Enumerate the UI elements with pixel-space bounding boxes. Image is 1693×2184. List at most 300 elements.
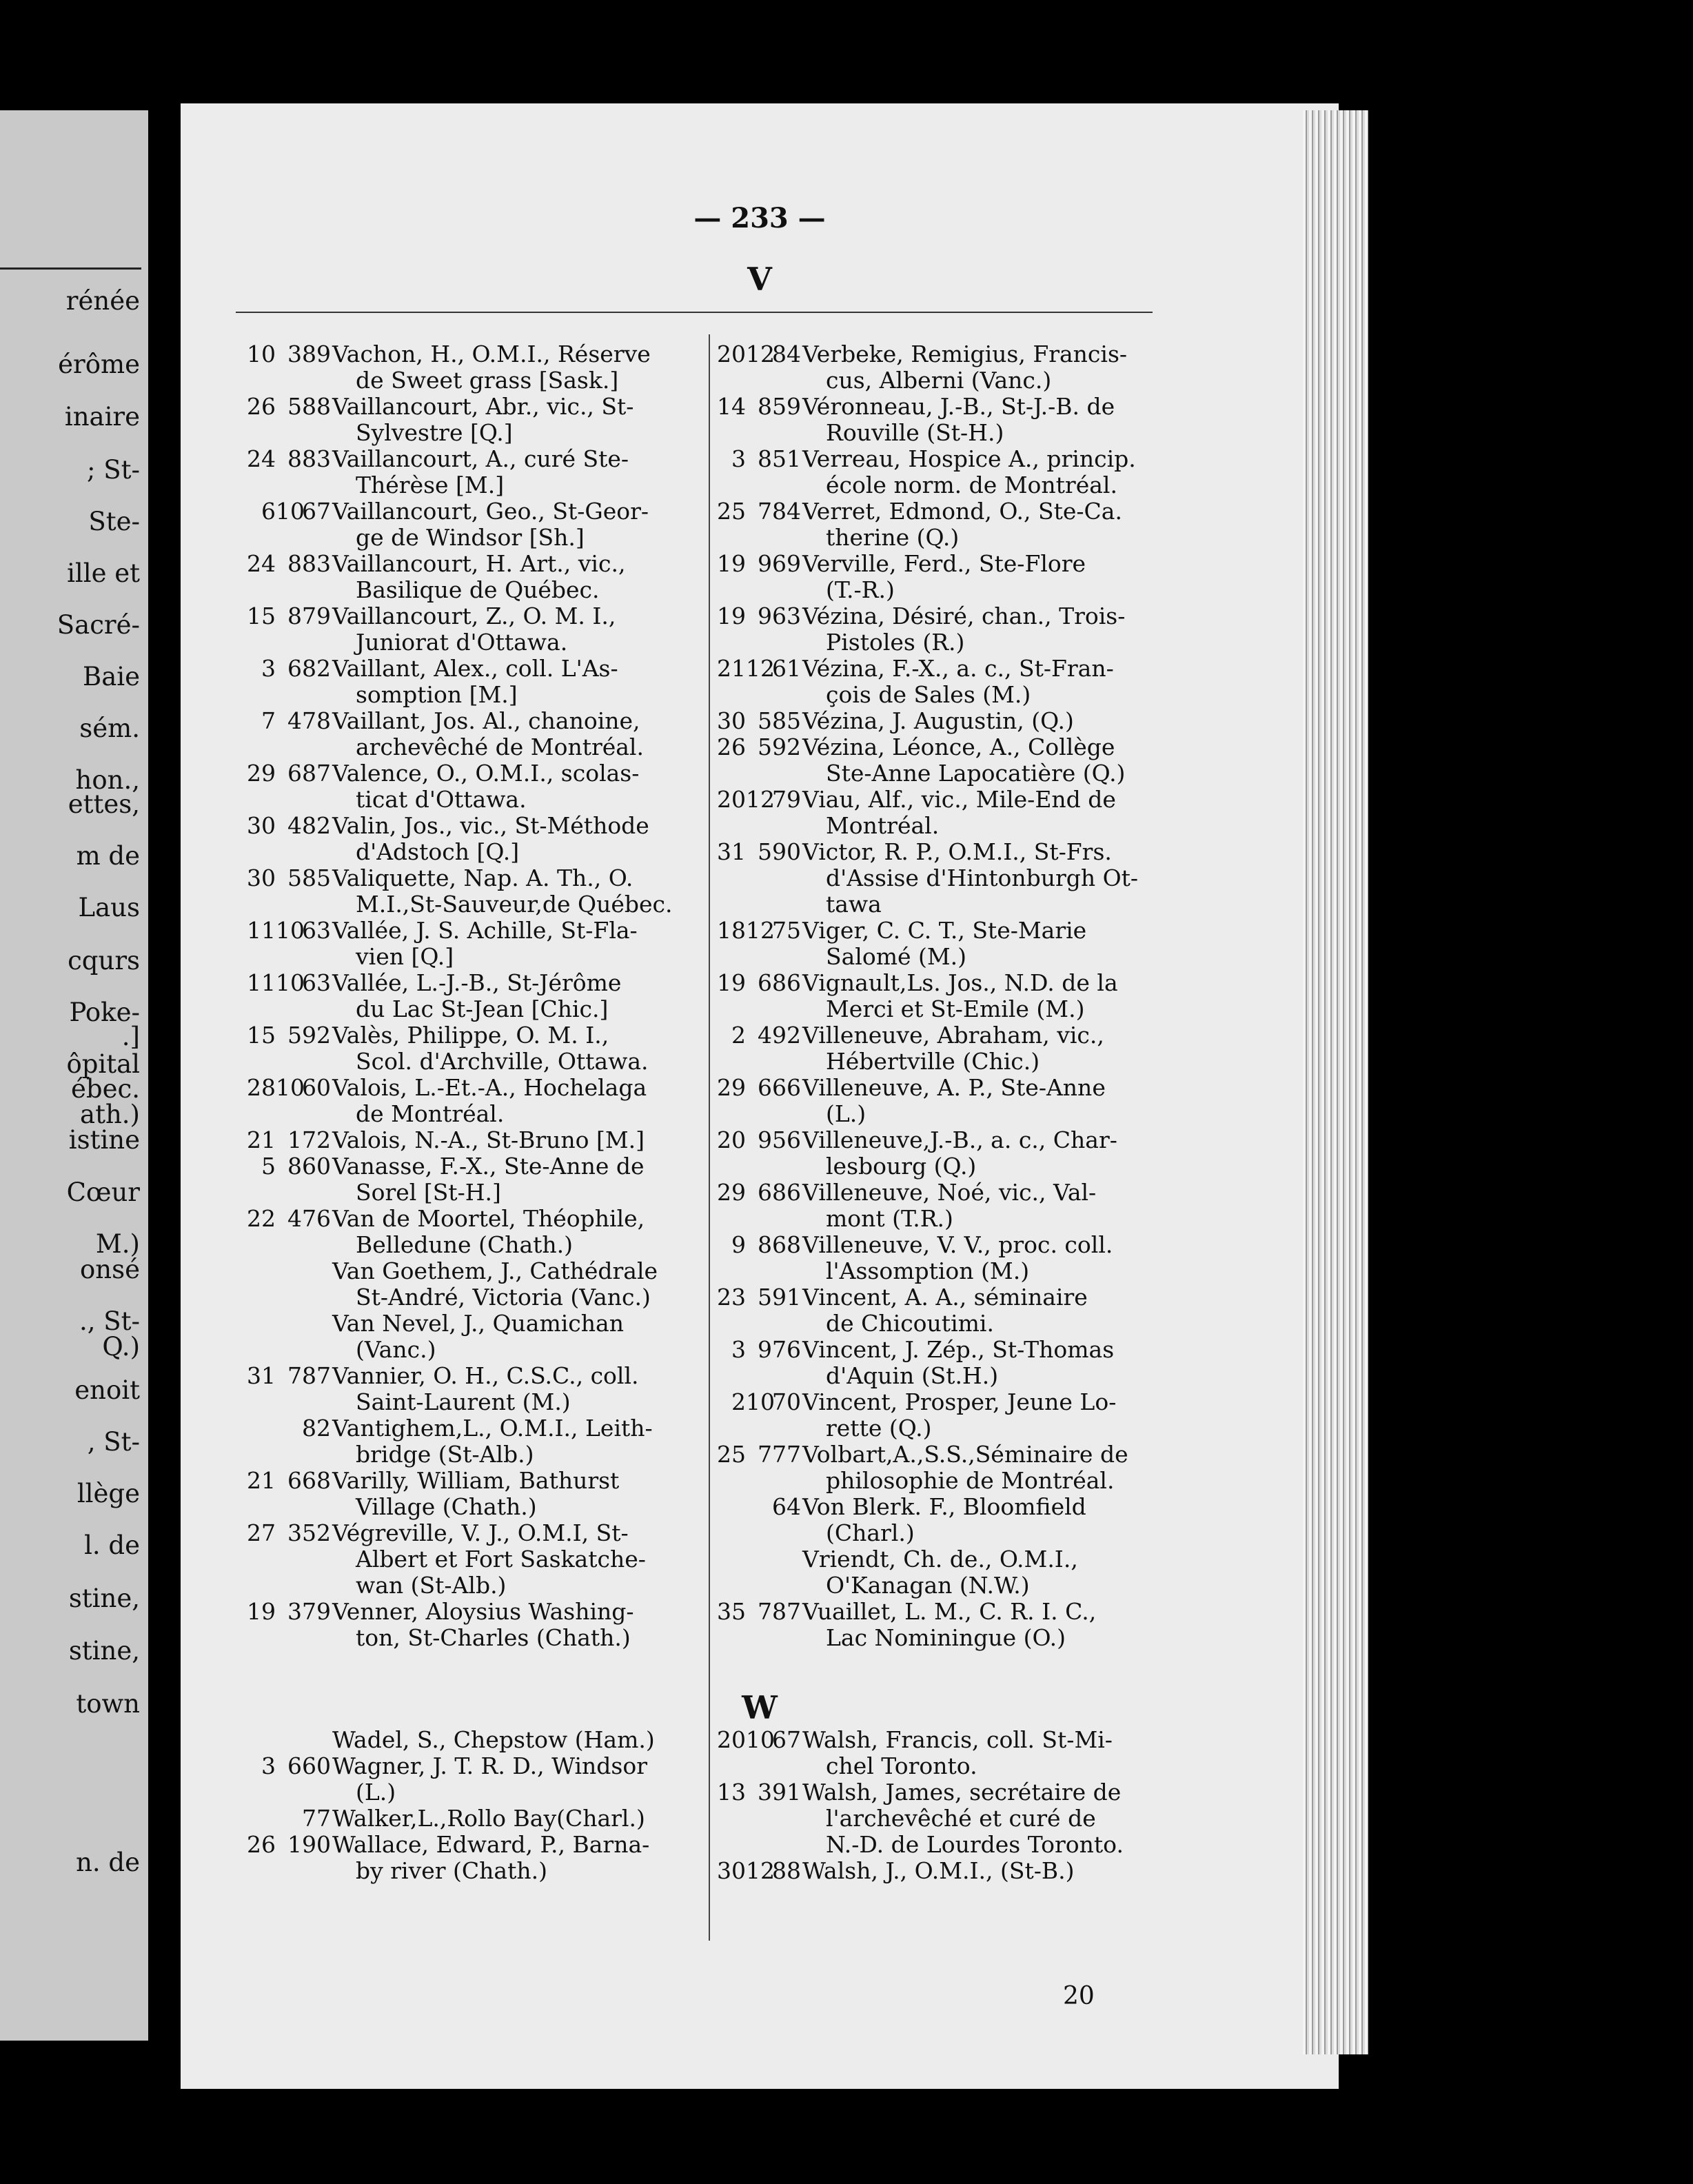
directory-entry — [711, 603, 1187, 656]
entry-text — [798, 394, 1187, 446]
directory-entry — [241, 1832, 717, 1884]
directory-entry — [711, 341, 1187, 394]
entry-month: 1 — [287, 1831, 302, 1858]
entry-text — [328, 446, 717, 498]
entry-month: 10 — [746, 1726, 775, 1753]
entry-year: 82 — [302, 655, 331, 682]
entry-name-line: Walsh, Francis, coll. St-Mi- — [802, 1726, 1113, 1753]
entry-name-line: Vaillant, Alex., coll. L'As- — [332, 655, 618, 682]
entry-text — [328, 1311, 717, 1363]
entry-continuation-line: by river (Chath.) — [356, 1857, 547, 1884]
directory-entry — [711, 1284, 1187, 1337]
entry-continuation-line: Saint-Laurent (M.) — [356, 1388, 571, 1415]
entry-name-line: Wadel, S., Chepstow (Ham.) — [332, 1726, 655, 1753]
entry-text — [798, 1022, 1187, 1075]
entry-continuation-line: lesbourg (Q.) — [826, 1153, 977, 1180]
entry-month: 8 — [758, 1231, 772, 1258]
directory-entry — [711, 498, 1187, 551]
entry-text — [798, 1075, 1187, 1127]
entry-name-line: Vincent, J. Zép., St-Thomas — [802, 1336, 1115, 1363]
entry-year: 76 — [772, 1336, 801, 1363]
entry-continuation-line: l'Assomption (M.) — [826, 1257, 1030, 1284]
entry-text — [328, 1127, 717, 1153]
entry-name-line: Vincent, Prosper, Jeune Lo- — [802, 1388, 1117, 1415]
entry-day: 21 — [247, 1126, 276, 1153]
entry-year: 92 — [302, 1022, 331, 1049]
entry-day: 20 — [717, 786, 746, 813]
entry-name-line: Vriendt, Ch. de., O.M.I., — [802, 1546, 1078, 1573]
directory-entry — [241, 498, 717, 551]
entry-year: 52 — [302, 1519, 331, 1546]
directory-entry — [711, 1494, 1187, 1546]
entry-day: 24 — [247, 445, 276, 472]
entry-day: 6 — [261, 498, 276, 525]
entry-continuation-line: Basilique de Québec. — [356, 576, 600, 603]
directory-entry — [241, 1258, 717, 1311]
left-margin-line: Laus — [78, 893, 140, 922]
entry-text — [798, 1389, 1187, 1442]
entry-day: 29 — [717, 1074, 746, 1101]
entry-name-line: Vaillancourt, Geo., St-Geor- — [332, 498, 649, 525]
entry-day: 3 — [261, 1752, 276, 1779]
entry-text — [798, 656, 1187, 708]
entry-continuation-line: école norm. de Montréal. — [826, 472, 1117, 498]
entry-year: 69 — [772, 550, 801, 577]
entry-day: 28 — [247, 1074, 276, 1101]
entry-month: 5 — [287, 1022, 302, 1049]
entry-month: 6 — [287, 1752, 302, 1779]
entry-month: 5 — [758, 838, 772, 865]
entry-day: 19 — [717, 550, 746, 577]
entry-year: 63 — [302, 969, 331, 996]
entry-day: 24 — [247, 550, 276, 577]
directory-entry — [241, 551, 717, 603]
entry-day: 14 — [717, 393, 746, 420]
directory-entry — [711, 1337, 1187, 1389]
entry-month: 4 — [287, 1205, 302, 1232]
entry-month — [746, 1494, 772, 1546]
entry-continuation-line: d'Assise d'Hintonburgh Ot- — [826, 865, 1139, 891]
entry-month — [276, 1727, 302, 1753]
entry-month: 5 — [758, 734, 772, 760]
entry-text — [798, 498, 1187, 551]
entry-year: 92 — [772, 1022, 801, 1049]
entry-text — [328, 970, 717, 1022]
section-letter-w: W — [742, 1689, 778, 1726]
entry-day: 18 — [717, 917, 746, 944]
entry-continuation-line: Montréal. — [826, 812, 940, 839]
directory-entry — [711, 394, 1187, 446]
entry-day — [241, 1258, 276, 1311]
left-margin-line: n. de — [76, 1848, 140, 1877]
entry-year: 91 — [772, 1284, 801, 1311]
entry-year: 82 — [302, 812, 331, 839]
entry-text — [328, 1806, 717, 1832]
directory-entry — [241, 760, 717, 813]
directory-entry — [241, 1206, 717, 1258]
entry-day — [711, 1494, 746, 1546]
left-margin-line: rénée — [65, 286, 140, 316]
entry-month: 4 — [287, 812, 302, 839]
directory-entry — [241, 394, 717, 446]
entry-year: 77 — [302, 1805, 331, 1832]
entry-day: 20 — [717, 341, 746, 367]
left-margin-line: ath.) — [80, 1100, 140, 1129]
entry-name-line: Valès, Philippe, O. M. I., — [332, 1022, 609, 1049]
column-w-right — [711, 1727, 1187, 1884]
directory-entry — [711, 734, 1187, 787]
entry-month: 3 — [758, 1779, 772, 1806]
entry-day: 13 — [717, 1779, 746, 1806]
entry-name-line: Vanasse, F.-X., Ste-Anne de — [332, 1153, 645, 1180]
entry-year: 63 — [302, 917, 331, 944]
entry-text — [328, 656, 717, 708]
column-v-left — [241, 341, 717, 1651]
entry-continuation-line: Thérèse [M.] — [356, 472, 505, 498]
entry-month: 6 — [287, 760, 302, 787]
entry-day: 35 — [717, 1598, 746, 1625]
entry-year: 60 — [302, 1153, 331, 1180]
entry-continuation-line: (L.) — [356, 1779, 396, 1806]
entry-continuation-line: de Montréal. — [356, 1100, 505, 1127]
entry-year — [302, 1311, 328, 1363]
entry-continuation-line: Belledune (Chath.) — [356, 1231, 573, 1258]
entry-day: 15 — [247, 1022, 276, 1049]
entry-month: 3 — [287, 341, 302, 367]
entry-continuation-line: St-André, Victoria (Vanc.) — [356, 1284, 651, 1311]
entry-continuation-line: d'Adstoch [Q.] — [356, 838, 520, 865]
entry-text — [798, 1232, 1187, 1284]
book-page-edges — [1303, 110, 1368, 2054]
left-margin-line: ettes, — [68, 789, 140, 819]
entry-text — [328, 1022, 717, 1075]
directory-entry — [711, 656, 1187, 708]
entry-text — [328, 1075, 717, 1127]
left-margin-line: ôpital — [66, 1049, 140, 1079]
entry-day: 29 — [717, 1179, 746, 1206]
entry-name-line: Von Blerk. F., Bloomfield — [802, 1493, 1086, 1520]
entry-text — [328, 551, 717, 603]
entry-month: 12 — [746, 341, 775, 367]
entry-day: 30 — [717, 1857, 746, 1884]
entry-text — [798, 918, 1187, 970]
entry-text — [328, 603, 717, 656]
page-number: — 233 — — [693, 202, 826, 234]
entry-continuation-line: (Vanc.) — [356, 1336, 436, 1363]
entry-name-line: Vuaillet, L. M., C. R. I. C., — [802, 1598, 1097, 1625]
entry-text — [328, 1599, 717, 1651]
directory-entry — [241, 603, 717, 656]
entry-text — [328, 1468, 717, 1520]
entry-name-line: Van Goethem, J., Cathédrale — [332, 1257, 658, 1284]
left-margin-line: Cœur — [66, 1177, 140, 1207]
entry-month: 10 — [276, 917, 305, 944]
entry-continuation-line: Sorel [St-H.] — [356, 1179, 501, 1206]
entry-year: 87 — [302, 760, 331, 787]
entry-continuation-line: Village (Chath.) — [356, 1493, 537, 1520]
entry-month: 8 — [287, 603, 302, 629]
entry-month: 1 — [287, 1126, 302, 1153]
entry-text — [328, 1727, 717, 1753]
entry-month: 9 — [758, 603, 772, 629]
left-page-rule — [0, 267, 141, 270]
entry-text — [798, 1779, 1187, 1858]
entry-name-line: Véronneau, J.-B., St-J.-B. de — [802, 393, 1115, 420]
entry-month: 4 — [287, 707, 302, 734]
entry-continuation-line: de Sweet grass [Sask.] — [356, 367, 619, 394]
entry-name-line: Walsh, James, secrétaire de — [802, 1779, 1122, 1806]
entry-year: 76 — [302, 1205, 331, 1232]
entry-year: 88 — [302, 393, 331, 420]
entry-month: 7 — [287, 1362, 302, 1389]
header-rule — [236, 312, 1153, 313]
directory-entry — [711, 1022, 1187, 1075]
entry-year: 72 — [302, 1126, 331, 1153]
entry-month: 7 — [758, 1598, 772, 1625]
entry-day: 31 — [717, 838, 746, 865]
left-margin-line: , St- — [87, 1427, 140, 1457]
entry-day: 26 — [247, 393, 276, 420]
entry-text — [328, 813, 717, 865]
entry-text — [328, 498, 717, 551]
entry-continuation-line: philosophie de Montréal. — [826, 1467, 1115, 1494]
directory-entry — [711, 1180, 1187, 1232]
entry-month: 9 — [758, 1336, 772, 1363]
left-margin-line: érôme — [58, 350, 140, 379]
entry-name-line: Varilly, William, Bathurst — [332, 1467, 620, 1494]
entry-text — [328, 865, 717, 918]
entry-month: 8 — [287, 445, 302, 472]
entry-text — [798, 970, 1187, 1022]
directory-entry — [711, 708, 1187, 734]
entry-continuation-line: Juniorat d'Ottawa. — [356, 629, 568, 656]
left-margin-line: .] — [121, 1022, 140, 1051]
entry-name-line: Walsh, J., O.M.I., (St-B.) — [802, 1857, 1075, 1884]
entry-year: 86 — [772, 969, 801, 996]
entry-year: 60 — [302, 1074, 331, 1101]
column-v-right — [711, 341, 1187, 1651]
left-margin-line: hon., — [75, 765, 140, 795]
entry-month — [276, 1806, 302, 1832]
entry-text — [328, 1520, 717, 1599]
entry-day: 21 — [247, 1467, 276, 1494]
entry-text — [328, 341, 717, 394]
entry-year: 66 — [772, 1074, 801, 1101]
directory-entry — [711, 1075, 1187, 1127]
entry-day: 20 — [717, 1126, 746, 1153]
entry-name-line: Van Nevel, J., Quamichan — [332, 1310, 624, 1337]
entry-month — [746, 1546, 772, 1599]
left-margin-line: ébec. — [71, 1074, 140, 1104]
entry-name-line: Vallée, L.-J.-B., St-Jérôme — [332, 969, 622, 996]
entry-month: 4 — [758, 1022, 772, 1049]
entry-month: 7 — [758, 498, 772, 525]
entry-name-line: Victor, R. P., O.M.I., St-Frs. — [802, 838, 1112, 865]
entry-text — [798, 1442, 1187, 1494]
entry-name-line: Villeneuve,J.-B., a. c., Char- — [802, 1126, 1117, 1153]
entry-day: 3 — [731, 445, 746, 472]
directory-entry — [711, 446, 1187, 498]
directory-entry — [711, 787, 1187, 839]
entry-month: 5 — [287, 393, 302, 420]
entry-name-line: Viger, C. C. T., Ste-Marie — [802, 917, 1087, 944]
entry-text — [328, 394, 717, 446]
column-w-left — [241, 1727, 717, 1884]
entry-text — [798, 446, 1187, 498]
directory-entry — [711, 1779, 1187, 1858]
entry-month: 10 — [276, 1074, 305, 1101]
left-margin-line: cqurs — [68, 946, 140, 975]
entry-continuation-line: Albert et Fort Saskatche- — [356, 1546, 646, 1573]
entry-month: 6 — [758, 1179, 772, 1206]
left-margin-line: town — [76, 1689, 140, 1719]
directory-entry — [241, 918, 717, 970]
entry-continuation-line: (Charl.) — [826, 1519, 915, 1546]
left-margin-line: Baie — [83, 662, 140, 691]
entry-day: 19 — [717, 603, 746, 629]
entry-text — [328, 1832, 717, 1884]
entry-name-line: Verbeke, Remigius, Francis- — [802, 341, 1128, 367]
entry-day: 30 — [717, 707, 746, 734]
entry-month: 10 — [746, 1388, 775, 1415]
entry-day: 22 — [247, 1205, 276, 1232]
entry-continuation-line: vien [Q.] — [356, 943, 454, 970]
directory-entry — [241, 1127, 717, 1153]
entry-name-line: Vézina, Désiré, chan., Trois- — [802, 603, 1126, 629]
entry-month — [276, 1415, 302, 1468]
entry-month: 10 — [276, 969, 305, 996]
entry-continuation-line: chel Toronto. — [826, 1752, 977, 1779]
left-page-fragment — [0, 110, 148, 2041]
entry-continuation-line: Hébertville (Chic.) — [826, 1048, 1040, 1075]
entry-month: 8 — [758, 445, 772, 472]
directory-entry — [711, 918, 1187, 970]
entry-month — [276, 1258, 302, 1311]
entry-name-line: Verret, Edmond, O., Ste-Ca. — [802, 498, 1122, 525]
entry-year: 83 — [302, 445, 331, 472]
entry-text — [798, 734, 1187, 787]
entry-continuation-line: l'archevêché et curé de — [826, 1805, 1096, 1832]
entry-day: 2 — [731, 1388, 746, 1415]
entry-month: 5 — [758, 707, 772, 734]
directory-entry — [241, 341, 717, 394]
entry-day — [241, 1727, 276, 1753]
entry-continuation-line: (T.-R.) — [826, 576, 895, 603]
directory-entry — [711, 1858, 1187, 1884]
entry-name-line: Wagner, J. T. R. D., Windsor — [332, 1752, 647, 1779]
directory-entry — [241, 656, 717, 708]
entry-day: 23 — [717, 1284, 746, 1311]
entry-month: 9 — [758, 1126, 772, 1153]
entry-year — [302, 1258, 328, 1311]
entry-text — [328, 1153, 717, 1206]
entry-text — [798, 839, 1187, 918]
entry-month: 6 — [758, 1074, 772, 1101]
entry-year — [772, 1546, 798, 1599]
entry-text — [798, 708, 1187, 734]
entry-day: 11 — [247, 969, 276, 996]
footer-mark: 20 — [1063, 1982, 1095, 2010]
section-letter-v: V — [747, 261, 772, 298]
entry-day: 25 — [717, 498, 746, 525]
directory-entry — [241, 1311, 717, 1363]
entry-name-line: Vallée, J. S. Achille, St-Fla- — [332, 917, 638, 944]
directory-entry — [711, 1442, 1187, 1494]
directory-entry — [241, 708, 717, 760]
entry-name-line: Vantighem,L., O.M.I., Leith- — [332, 1415, 653, 1442]
left-margin-line: istine — [68, 1125, 140, 1155]
entry-day: 19 — [247, 1598, 276, 1625]
entry-name-line: Valois, N.-A., St-Bruno [M.] — [332, 1126, 645, 1153]
entry-day: 9 — [731, 1231, 746, 1258]
entry-continuation-line: wan (St-Alb.) — [356, 1572, 507, 1599]
directory-entry — [241, 1520, 717, 1599]
entry-text — [798, 603, 1187, 656]
entry-month: 12 — [746, 917, 775, 944]
entry-day: 2 — [731, 1022, 746, 1049]
entry-name-line: Villeneuve, Abraham, vic., — [802, 1022, 1104, 1049]
entry-month: 6 — [758, 969, 772, 996]
left-margin-line: Sacré- — [57, 610, 140, 640]
entry-day: 26 — [717, 734, 746, 760]
entry-month: 9 — [758, 550, 772, 577]
entry-continuation-line: Salomé (M.) — [826, 943, 967, 970]
entry-year: 83 — [302, 550, 331, 577]
entry-name-line: Wallace, Edward, P., Barna- — [332, 1831, 650, 1858]
entry-continuation-line: Scol. d'Archville, Ottawa. — [356, 1048, 649, 1075]
entry-day: 30 — [247, 812, 276, 839]
entry-month: 12 — [746, 786, 775, 813]
entry-continuation-line: somption [M.] — [356, 681, 518, 708]
entry-continuation-line: Lac Nominingue (O.) — [826, 1624, 1066, 1651]
entry-month: 3 — [287, 1598, 302, 1625]
entry-year: 88 — [772, 1857, 801, 1884]
entry-year: 92 — [772, 734, 801, 760]
entry-text — [798, 1180, 1187, 1232]
left-margin-line: Q.) — [102, 1332, 140, 1362]
directory-entry — [711, 1546, 1187, 1599]
directory-entry — [241, 446, 717, 498]
directory-entry — [711, 1127, 1187, 1180]
entry-year: 70 — [772, 1388, 801, 1415]
entry-name-line: Vannier, O. H., C.S.C., coll. — [332, 1362, 639, 1389]
left-margin-line: inaire — [64, 402, 140, 432]
left-margin-line: m de — [76, 841, 140, 871]
directory-entry — [711, 1389, 1187, 1442]
left-margin-line: ; St- — [87, 455, 140, 485]
entry-day: 30 — [247, 865, 276, 891]
entry-name-line: Villeneuve, Noé, vic., Val- — [802, 1179, 1097, 1206]
left-margin-line: sém. — [79, 714, 140, 743]
directory-entry — [711, 970, 1187, 1022]
entry-year: 75 — [772, 917, 801, 944]
entry-continuation-line: ticat d'Ottawa. — [356, 786, 527, 813]
entry-name-line: Végreville, V. J., O.M.I, St- — [332, 1519, 629, 1546]
entry-day: 26 — [247, 1831, 276, 1858]
entry-continuation-line: Sylvestre [Q.] — [356, 419, 513, 446]
entry-name-line: Vincent, A. A., séminaire — [802, 1284, 1088, 1311]
entry-text — [328, 1206, 717, 1258]
entry-continuation-line: du Lac St-Jean [Chic.] — [356, 995, 609, 1022]
entry-year — [302, 1727, 328, 1753]
entry-month: 7 — [758, 1441, 772, 1468]
entry-year: 56 — [772, 1126, 801, 1153]
entry-month: 6 — [287, 655, 302, 682]
entry-day: 19 — [717, 969, 746, 996]
entry-year: 89 — [302, 341, 331, 367]
entry-year: 68 — [772, 1231, 801, 1258]
entry-text — [798, 341, 1187, 394]
